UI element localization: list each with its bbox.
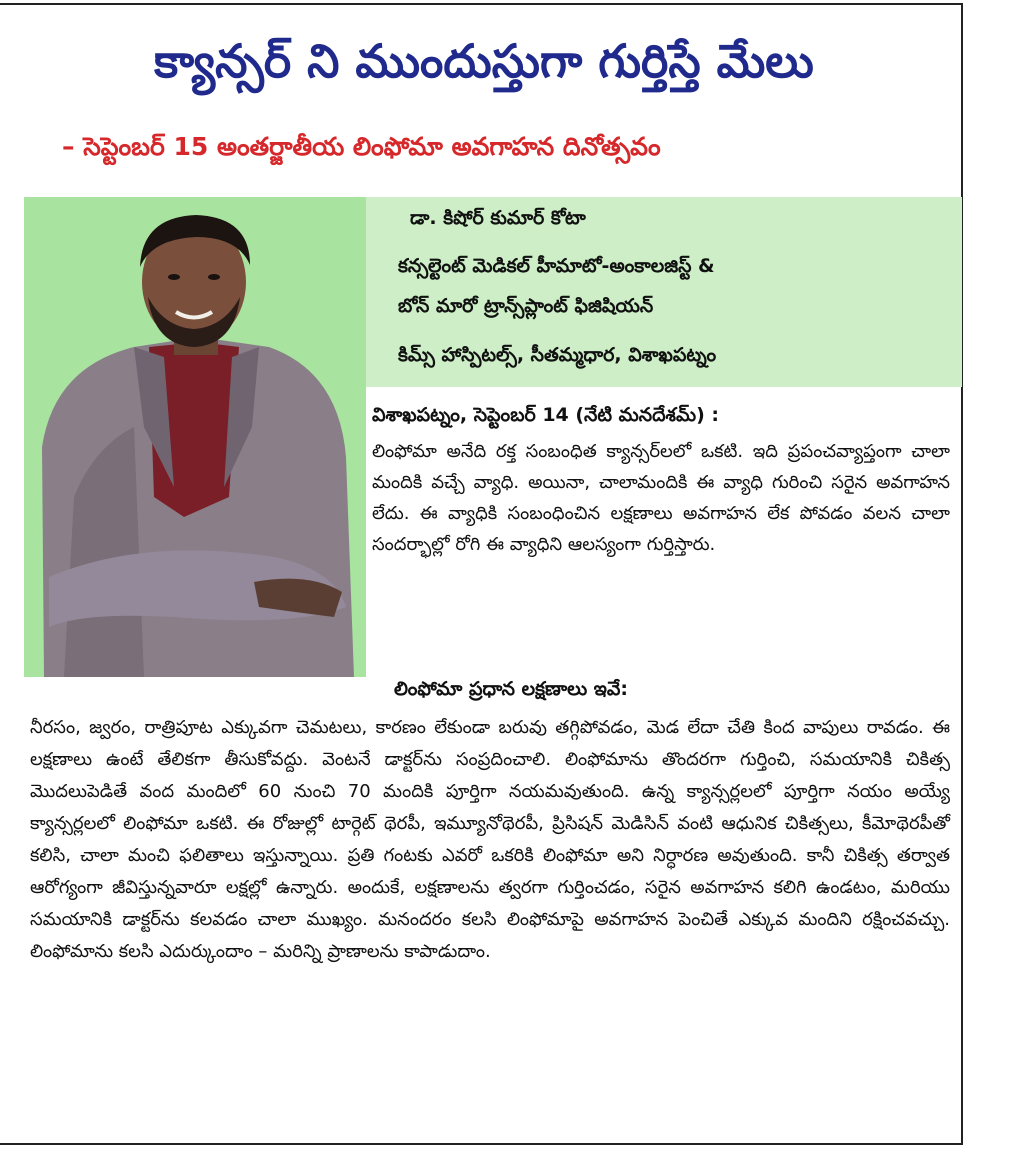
body-text: నీరసం, జ్వరం, రాత్రిపూట ఎక్కువగా చెమటలు, కారణం లేకుండా బరువు తగ్గిపోవడం, మెడ లేదా చేతి కింద వాపులు రావడం. ఈ లక్షణాలు ఉంటే తేలికగా తీసుకోవద్దు. వెంటనే డాక్టర్‌ను సంప్రదించాలి. లింఫోమాను తొందరగా గుర్తించి, సమయానికి చికిత్స మొదలుపెడితే వంద మందిలో 60 నుంచి 70 మందికి పూర్తిగా నయమవుతుంది. ఉన్న క్యాన్సర్లలలో పూర్తిగా నయం అయ్యే క్యాన్సర్లలలో లింఫోమా ఒకటి. ఈ రోజుల్లో టార్గెట్ థెరపీ, ఇమ్యూనోథెరపీ, ప్రిసిషన్ మెడిసిన్ వంటి ఆధునిక చికిత్సలు, కీమోథెరపీతో కలిసి, చాలా మంచి ఫలితాలు ఇస్తున్నాయి. ప్రతి గంటకు ఎవరో ఒకరికి లింఫోమా అని నిర్ధారణ అవుతుంది. కానీ చికిత్స తర్వాత ఆరోగ్యంగా జీవిస్తున్నవారూ లక్షల్లో ఉన్నారు. అందుకే, లక్షణాలను త్వరగా గుర్తించడం, సరైన అవగాహన కలిగి ఉండటం, మరియు సమయానికి డాక్టర్‌ను కలవడం చాలా ముఖ్యం. మనందరం కలసి లింఫోమాపై అవగాహన పెంచితే ఎక్కువ మందిని రక్షించవచ్చు. లింఫోమాను కలసి ఎదుర్కుందాం – మరిన్ని ప్రాణాలను కాపాడుదాం. [30,717,950,962]
author-name: డా. కిషోర్ కుమార్ కోటా [410,207,586,229]
author-photo [24,197,366,677]
right-rule [961,3,963,1145]
intro-text: లింఫోమా అనేది రక్త సంబంధిత క్యాన్సర్‌లలో ఒకటి. ఇది ప్రపంచవ్యాప్తంగా చాలా మందికి వచ్చే వ్యాధి. అయినా, చాలామందికి ఈ వ్యాధి గురించి సరైన అవగాహన లేదు. ఈ వ్యాధికి సంబంధించిన లక్షణాలు అవగాహన లేక పోవడం వలన చాలా సందర్భాల్లో రోగి ఈ వ్యాధిని ఆలస్యంగా గుర్తిస్తారు. [372,441,950,555]
symptoms-heading: లింఫోమా ప్రధాన లక్షణాలు ఇవే: [394,678,628,700]
top-rule [0,3,963,5]
intro-paragraph [372,436,950,560]
body-paragraph [30,712,950,968]
subhead: – సెప్టెంబర్ 15 అంతర్జాతీయ లింఫోమా అవగాహన దినోత్సవం [62,132,661,161]
author-title-1: కన్సల్టెంట్ మెడికల్ హీమాటో-అంకాలజిస్ట్ & [398,255,715,277]
portrait-illustration [24,197,366,677]
bottom-rule [0,1143,963,1145]
author-hospital: కిమ్స్ హాస్పిటల్స్, సీతమ్మధార, విశాఖపట్నం [398,344,717,366]
author-title-2: బోన్ మారో ట్రాన్స్‌ప్లాంట్ ఫిజిషియన్ [398,295,654,317]
dateline: విశాఖపట్నం, సెప్టెంబర్ 14 (నేటి మనదేశమ్) : [372,404,719,426]
author-info-box [366,197,962,387]
headline: క్యాన్సర్ ని ముందుస్తుగా గుర్తిస్తే మేలు [154,34,814,88]
